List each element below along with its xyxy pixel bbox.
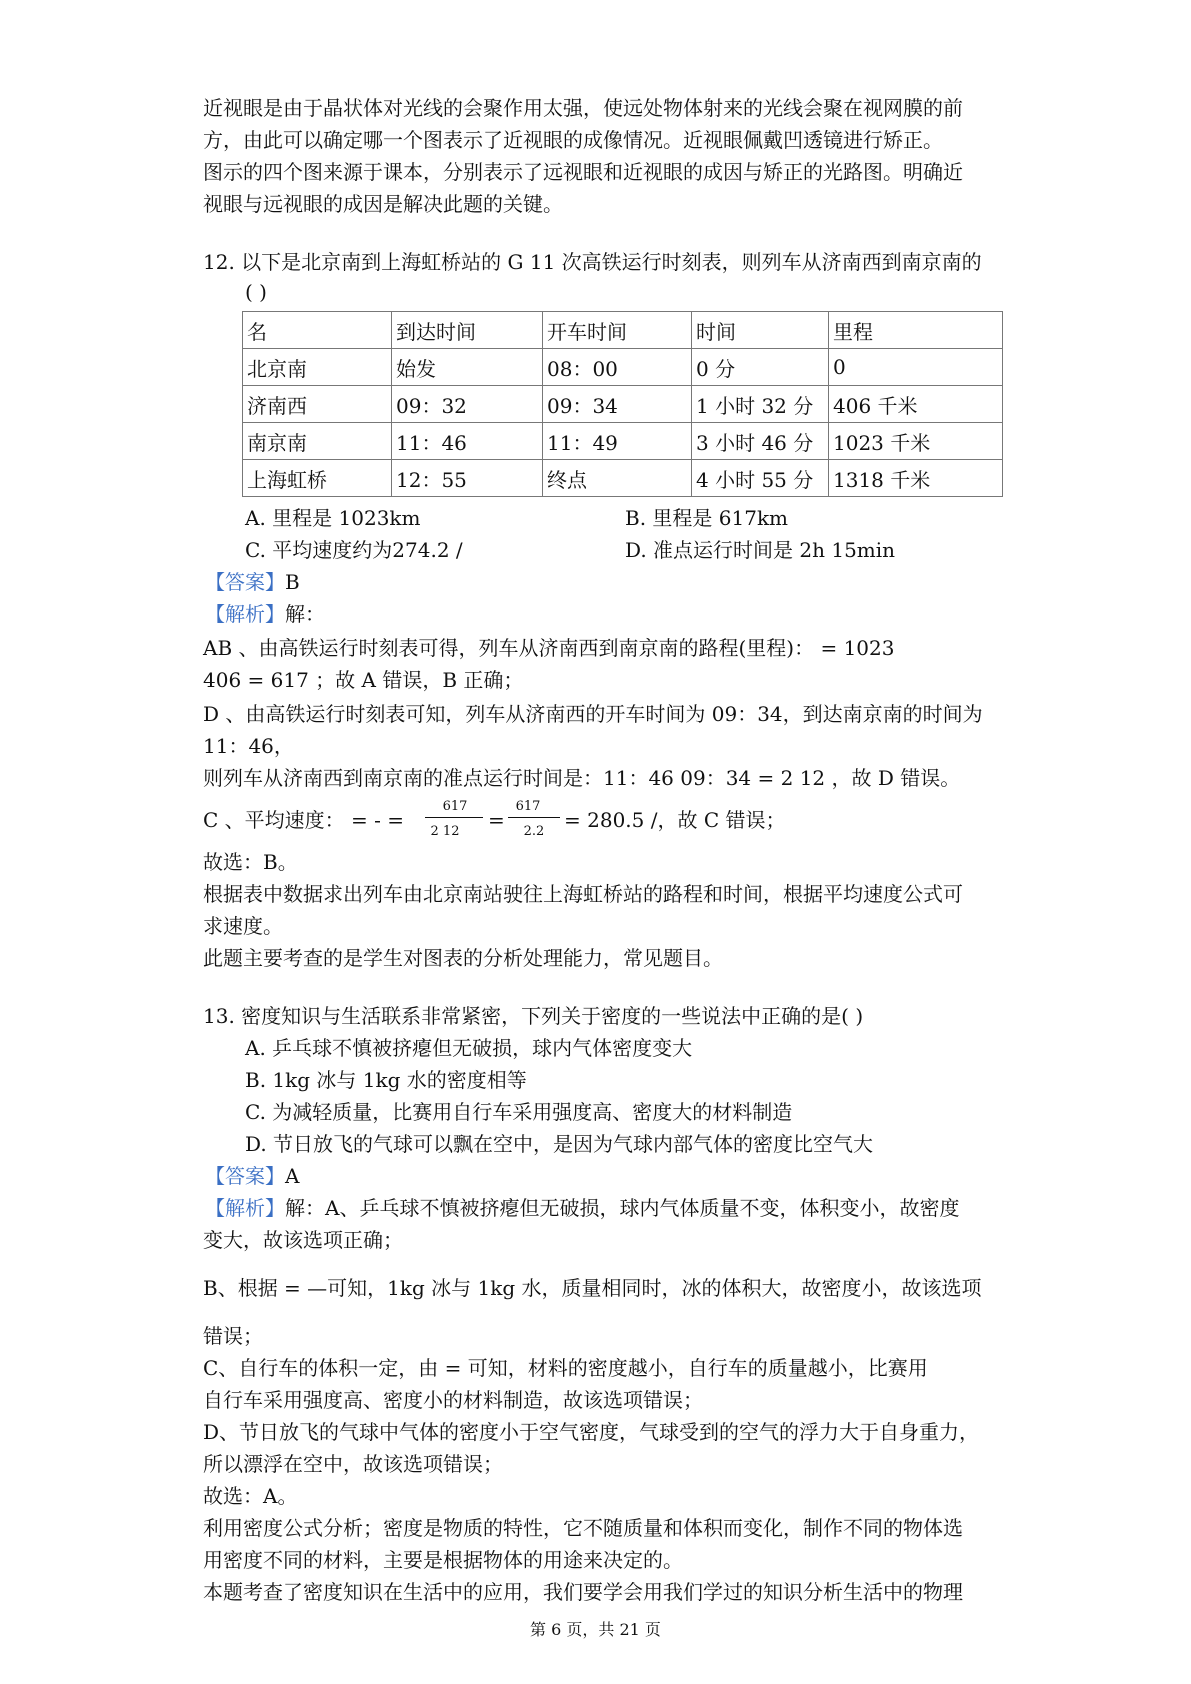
table-cell: 08：00 xyxy=(543,349,692,386)
q13-analysis-line-2: B、根据 = —可知，1kg 冰与 1kg 水，质量相同时，冰的体积大，故密度小，故该选项 xyxy=(203,1276,982,1300)
fraction-1-bar xyxy=(425,817,483,818)
table-row xyxy=(243,460,1003,497)
q13-option-d: D. 节日放飞的气球可以飘在空中，是因为气球内部气体的密度比空气大 xyxy=(245,1132,874,1156)
analysis-head-text: 解： xyxy=(285,602,325,626)
q12-speed-equals: = xyxy=(488,808,505,832)
intro-line-1: 近视眼是由于晶状体对光线的会聚作用太强，使远处物体射来的光线会聚在视网膜的前 xyxy=(203,96,963,120)
fraction-2-denominator: 2.2 xyxy=(523,824,545,839)
fraction-1-denominator: 2 12 xyxy=(430,824,460,839)
table-cell: 09：34 xyxy=(543,386,692,423)
q13-stem: 13. 密度知识与生活联系非常紧密，下列关于密度的一些说法中正确的是( ) xyxy=(203,1004,864,1028)
page-footer: 第 6 页，共 21 页 xyxy=(530,1620,661,1639)
q13-analysis-line-3: 错误； xyxy=(203,1324,263,1348)
analysis-tag: 【解析】 xyxy=(205,602,285,626)
q12-answer xyxy=(205,566,1005,598)
q12-option-d: D. 准点运行时间是 2h 15min xyxy=(625,538,896,562)
table-row xyxy=(243,423,1003,460)
table-header-row xyxy=(243,312,1003,349)
q13-option-b: B. 1kg 冰与 1kg 水的密度相等 xyxy=(245,1068,527,1092)
q13-analysis-line-4: C、自行车的体积一定，由 = 可知，材料的密度越小，自行车的质量越小，比赛用 xyxy=(203,1356,928,1380)
q12-stem-bracket: ( ) xyxy=(245,280,267,304)
q12-speed-formula-right: = 280.5 /，故 C 错误； xyxy=(564,808,786,832)
q12-conclusion: 故选：B。 xyxy=(203,850,298,874)
table-header-cell: 时间 xyxy=(692,312,829,349)
table-cell: 0 分 xyxy=(692,349,829,386)
q12-option-b: B. 里程是 617km xyxy=(625,506,789,530)
q13-option-c: C. 为减轻质量，比赛用自行车采用强度高、密度大的材料制造 xyxy=(245,1100,793,1124)
table-cell: 1023 千米 xyxy=(829,423,1003,460)
answer-value: A xyxy=(285,1164,300,1188)
table-cell: 12：55 xyxy=(392,460,543,497)
q12-analysis-line-2: 406 = 617 ；故 A 错误，B 正确； xyxy=(203,668,524,692)
q13-analysis-line-7: 所以漂浮在空中，故该选项错误； xyxy=(203,1452,503,1476)
table-cell: 11：46 xyxy=(392,423,543,460)
q12-summary-line-3: 此题主要考查的是学生对图表的分析处理能力，常见题目。 xyxy=(203,946,723,970)
q13-analysis-line-8: 故选：A。 xyxy=(203,1484,298,1508)
q13-option-a: A. 乒乓球不慎被挤瘪但无破损，球内气体密度变大 xyxy=(245,1036,693,1060)
q12-analysis-line-3: D 、由高铁运行时刻表可知，列车从济南西的开车时间为 09：34，到达南京南的时间为 xyxy=(203,702,983,726)
table-cell: 1318 千米 xyxy=(829,460,1003,497)
answer-value: B xyxy=(285,570,300,594)
table-cell: 1 小时 32 分 xyxy=(692,386,829,423)
q13-answer xyxy=(205,1160,1005,1192)
table-header-cell: 到达时间 xyxy=(392,312,543,349)
table-row xyxy=(243,349,1003,386)
answer-tag: 【答案】 xyxy=(205,1164,285,1188)
q13-analysis-line-9: 利用密度公式分析；密度是物质的特性，它不随质量和体积而变化，制作不同的物体选 xyxy=(203,1516,963,1540)
answer-tag: 【答案】 xyxy=(205,570,285,594)
table-header-cell: 里程 xyxy=(829,312,1003,349)
table-cell: 始发 xyxy=(392,349,543,386)
table-cell: 济南西 xyxy=(243,386,392,423)
q13-analysis-first xyxy=(205,1192,1005,1224)
intro-line-2: 方，由此可以确定哪一个图表示了近视眼的成像情况。近视眼佩戴凹透镜进行矫正。 xyxy=(203,128,943,152)
q12-summary-line-1: 根据表中数据求出列车由北京南站驶往上海虹桥站的路程和时间，根据平均速度公式可 xyxy=(203,882,963,906)
table-cell: 11：49 xyxy=(543,423,692,460)
table-cell: 上海虹桥 xyxy=(243,460,392,497)
q13-analysis-line-6: D、节日放飞的气球中气体的密度小于空气密度，气球受到的空气的浮力大于自身重力， xyxy=(203,1420,980,1444)
table-cell: 406 千米 xyxy=(829,386,1003,423)
analysis-tag: 【解析】 xyxy=(205,1196,285,1220)
q12-option-c: C. 平均速度约为274.2 / xyxy=(245,538,463,562)
q13-analysis-line-1: 变大，故该选项正确； xyxy=(203,1228,403,1252)
fraction-2-numerator: 617 xyxy=(515,799,541,814)
q12-option-a: A. 里程是 1023km xyxy=(245,506,421,530)
table-row xyxy=(243,386,1003,423)
q12-summary-line-2: 求速度。 xyxy=(203,914,283,938)
q13-analysis-line-10: 用密度不同的材料，主要是根据物体的用途来决定的。 xyxy=(203,1548,683,1572)
q12-stem: 12. 以下是北京南到上海虹桥站的 G 11 次高铁运行时刻表，则列车从济南西到南京南的 xyxy=(203,250,982,274)
table-cell: 3 小时 46 分 xyxy=(692,423,829,460)
q12-analysis-line-5: 则列车从济南西到南京南的准点运行时间是：11：46 09：34 = 2 12 ，故 D 错误。 xyxy=(203,766,961,790)
intro-line-4: 视眼与远视眼的成因是解决此题的关键。 xyxy=(203,192,563,216)
fraction-2-bar xyxy=(508,817,560,818)
table-cell: 终点 xyxy=(543,460,692,497)
analysis-first-text: 解：A、乒乓球不慎被挤瘪但无破损，球内气体质量不变，体积变小，故密度 xyxy=(285,1196,960,1220)
table-header-cell: 开车时间 xyxy=(543,312,692,349)
q12-analysis-head xyxy=(205,598,1005,630)
q12-speed-formula-left: C 、平均速度： = - = xyxy=(203,808,405,832)
table-header-cell: 名 xyxy=(243,312,392,349)
table-cell: 09：32 xyxy=(392,386,543,423)
table-cell: 4 小时 55 分 xyxy=(692,460,829,497)
q13-analysis-line-5: 自行车采用强度高、密度小的材料制造，故该选项错误； xyxy=(203,1388,703,1412)
fraction-1-numerator: 617 xyxy=(442,799,468,814)
timetable xyxy=(242,311,1003,497)
table-cell: 0 xyxy=(829,349,1003,386)
table-cell: 北京南 xyxy=(243,349,392,386)
q13-analysis-line-11: 本题考查了密度知识在生活中的应用，我们要学会用我们学过的知识分析生活中的物理 xyxy=(203,1580,963,1604)
table-cell: 南京南 xyxy=(243,423,392,460)
intro-line-3: 图示的四个图来源于课本，分别表示了远视眼和近视眼的成因与矫正的光路图。明确近 xyxy=(203,160,963,184)
q12-analysis-line-1: AB 、由高铁运行时刻表可得，列车从济南西到南京南的路程(里程)： = 1023 xyxy=(203,636,895,660)
q12-analysis-line-4: 11：46， xyxy=(203,734,294,758)
